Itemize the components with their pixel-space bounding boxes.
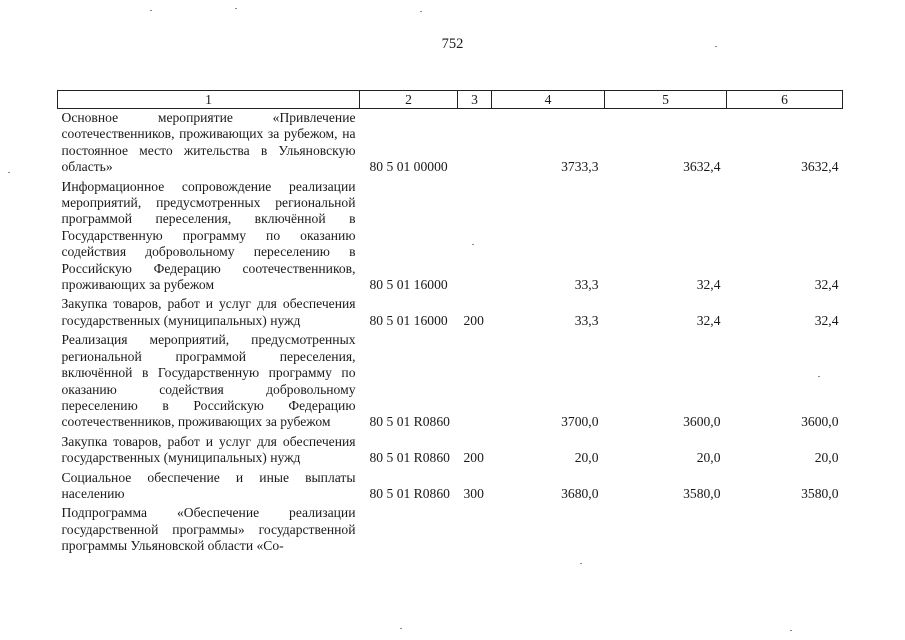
table-body: [58, 109, 843, 557]
scan-speck: [400, 628, 402, 629]
budget-table: [57, 90, 843, 557]
row-value-col5: 3600,0: [683, 414, 721, 430]
table-row: [58, 295, 843, 331]
scan-speck: [420, 11, 422, 12]
row-name: Основное мероприятие «Привлечение соотечественников, проживающих за рубежом, на постоянное место жительства в Ульяновскую область»: [61, 110, 356, 175]
row-name: Реализация мероприятий, предусмотренных региональной программой переселения, включённой в Государственную программу по оказанию содействия добровольному переселению в Российскую Федерацию соотечественников, проживающих за рубежом: [61, 332, 356, 430]
column-header-6: 6: [727, 91, 843, 109]
table-row: [58, 178, 843, 296]
row-expense-type: [458, 109, 492, 178]
scan-speck: [472, 244, 474, 245]
table-row: [58, 504, 843, 556]
row-value-col4: 3680,0: [561, 485, 599, 501]
scan-speck: [235, 8, 237, 9]
row-expense-type: 200: [463, 450, 484, 466]
row-code: 80 5 01 R0860: [369, 414, 450, 430]
row-value-col6: 32,4: [814, 277, 839, 293]
header-row: [58, 91, 843, 109]
row-value-col5: 32,4: [696, 312, 721, 328]
row-name: Подпрограмма «Обеспечение реализации государственной программы» государственной программы Ульяновской области «Со-: [61, 505, 356, 554]
row-name: Закупка товаров, работ и услуг для обеспечения государственных (муниципальных) нужд: [61, 433, 356, 466]
row-value-col5: [605, 504, 727, 556]
column-header-5: 5: [605, 91, 727, 109]
row-expense-type: [458, 178, 492, 296]
table-row: [58, 469, 843, 505]
table-row: [58, 433, 843, 469]
scan-speck: [790, 630, 792, 631]
row-value-col4: 33,3: [574, 312, 599, 328]
row-value-col5: 3632,4: [683, 159, 721, 175]
row-value-col5: 32,4: [696, 277, 721, 293]
scan-speck: [715, 46, 717, 47]
row-code: 80 5 01 16000: [369, 277, 448, 293]
row-expense-type: [458, 331, 492, 432]
table-row: [58, 331, 843, 432]
row-value-col6: [727, 504, 843, 556]
row-code: 80 5 01 R0860: [369, 485, 450, 501]
row-value-col4: [492, 504, 605, 556]
row-expense-type: 200: [463, 312, 484, 328]
table-row: [58, 109, 843, 178]
row-value-col4: 3733,3: [561, 159, 599, 175]
row-name: Социальное обеспечение и иные выплаты населению: [61, 469, 356, 501]
scan-speck: [8, 172, 10, 173]
row-name: Закупка товаров, работ и услуг для обеспечения государственных (муниципальных) нужд: [61, 296, 356, 328]
row-value-col6: 3632,4: [801, 159, 839, 175]
row-expense-type: 300: [463, 485, 484, 501]
row-value-col6: 32,4: [814, 312, 839, 328]
row-expense-type: [458, 504, 492, 556]
row-value-col4: 20,0: [574, 450, 599, 466]
page-number: 752: [441, 36, 464, 52]
row-name: Информационное сопровождение реализации мероприятий, предусмотренных региональной программой переселения, включённой в Государственную программу по оказанию содействия добровольному переселению в Российскую Федерацию соотечественников, проживающих за рубежом: [61, 178, 356, 293]
column-header-3: 3: [458, 91, 492, 109]
scan-speck: [580, 563, 582, 564]
row-value-col5: 3580,0: [683, 485, 721, 501]
column-header-4: 4: [492, 91, 605, 109]
table-header: [58, 91, 843, 109]
column-header-2: 2: [360, 91, 458, 109]
row-code: 80 5 01 R0860: [369, 450, 450, 466]
row-value-col6: 20,0: [814, 450, 839, 466]
row-value-col5: 20,0: [696, 450, 721, 466]
row-value-col4: 33,3: [574, 277, 599, 293]
column-header-1: 1: [58, 91, 360, 109]
row-code: 80 5 01 00000: [369, 159, 448, 175]
row-code: 80 5 01 16000: [369, 312, 448, 328]
scan-speck: [150, 10, 152, 11]
scan-speck: [818, 376, 820, 377]
row-value-col6: 3580,0: [801, 485, 839, 501]
row-value-col4: 3700,0: [561, 414, 599, 430]
row-value-col6: 3600,0: [801, 414, 839, 430]
row-code: [360, 504, 458, 556]
